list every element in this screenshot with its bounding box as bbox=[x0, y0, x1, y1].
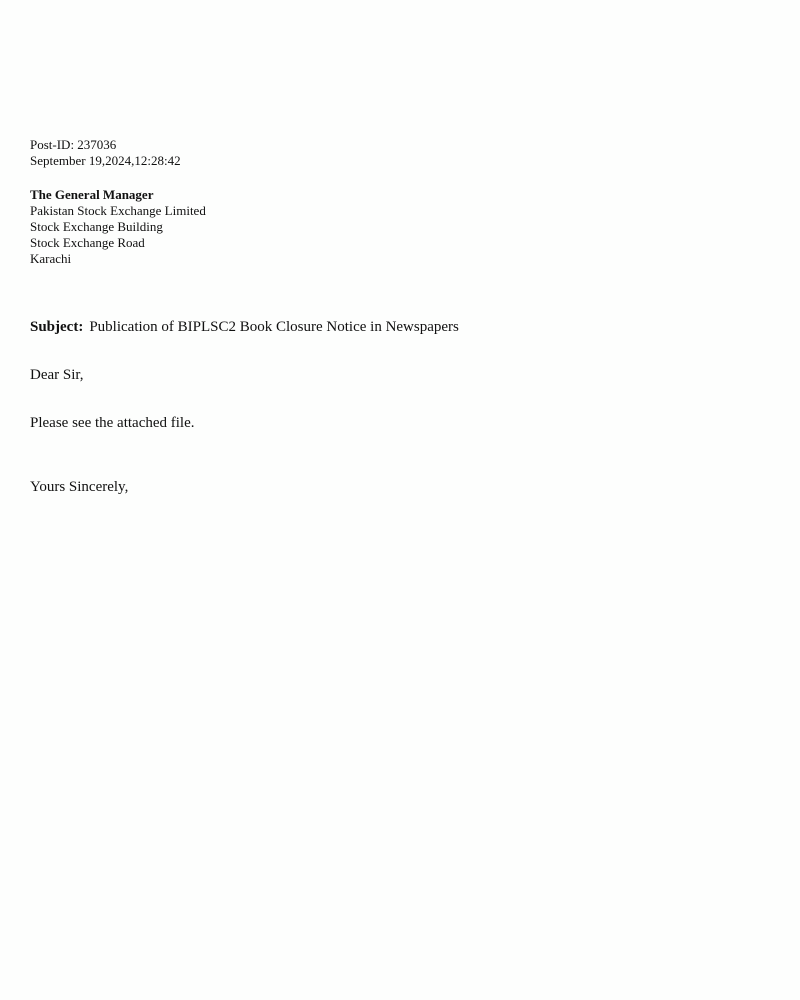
subject-label: Subject: bbox=[30, 319, 84, 335]
letter-body: Please see the attached file. bbox=[30, 415, 195, 431]
salutation: Dear Sir, bbox=[30, 367, 84, 383]
recipient-title: The General Manager bbox=[30, 187, 154, 202]
closing: Yours Sincerely, bbox=[30, 479, 129, 495]
subject-text: Publication of BIPLSC2 Book Closure Notice in Newspapers bbox=[89, 319, 459, 335]
recipient-building: Stock Exchange Building bbox=[30, 219, 163, 234]
recipient-road: Stock Exchange Road bbox=[30, 235, 145, 250]
recipient-address bbox=[30, 187, 770, 267]
post-meta bbox=[30, 137, 770, 169]
recipient-organization: Pakistan Stock Exchange Limited bbox=[30, 203, 206, 218]
recipient-city: Karachi bbox=[30, 251, 72, 266]
post-id: Post-ID: 237036 bbox=[30, 137, 117, 152]
post-datetime: September 19,2024,12:28:42 bbox=[30, 153, 181, 168]
subject-line bbox=[30, 318, 770, 336]
letter-page bbox=[30, 137, 770, 496]
